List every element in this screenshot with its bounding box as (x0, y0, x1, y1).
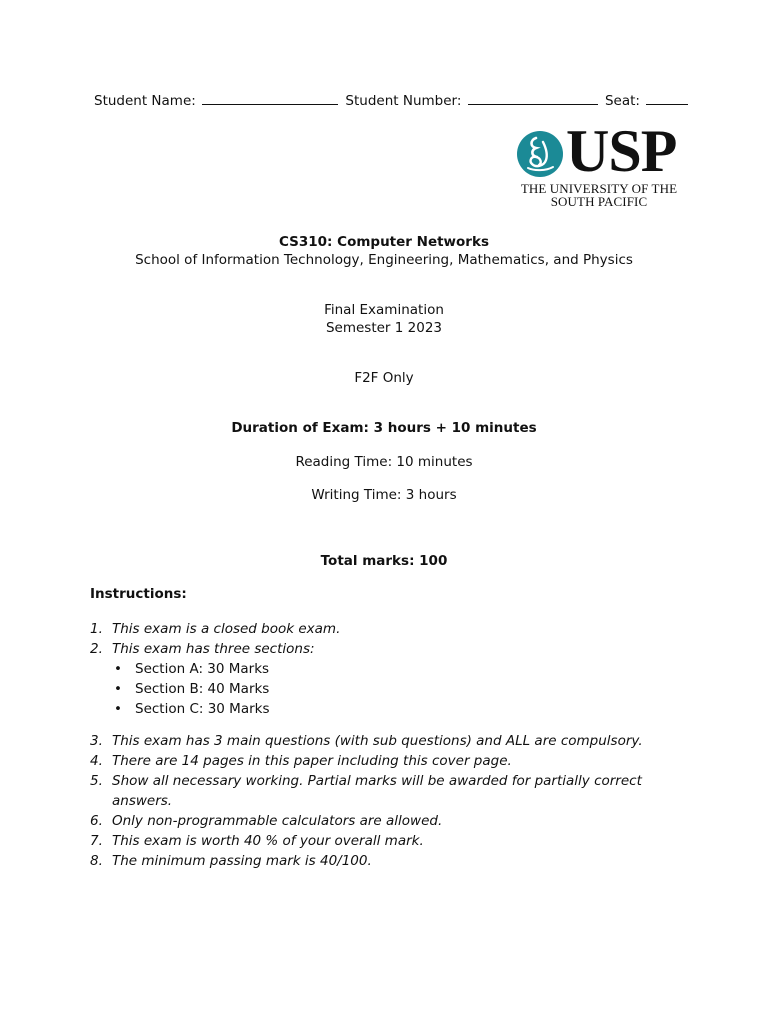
section-item: • Section B: 40 Marks (114, 681, 270, 697)
student-number-blank (468, 92, 598, 105)
exam-duration: Duration of Exam: 3 hours + 10 minutes (231, 420, 537, 436)
usp-emblem-icon (516, 130, 564, 178)
student-details-line (94, 92, 691, 109)
school-name: School of Information Technology, Engineering, Mathematics, and Physics (135, 252, 633, 268)
usp-wordmark: USP (566, 118, 677, 184)
section-item: • Section C: 30 Marks (114, 701, 270, 717)
student-name-blank (202, 92, 338, 105)
course-title: CS310: Computer Networks (279, 234, 489, 250)
usp-logo (514, 118, 686, 212)
exam-type: Final Examination (324, 302, 444, 318)
writing-time: Writing Time: 3 hours (311, 487, 457, 503)
instruction-item: 7. This exam is worth 40 % of your overall mark. (90, 833, 424, 849)
section-item: • Section A: 30 Marks (114, 661, 270, 677)
logo-region-line: SOUTH PACIFIC (550, 194, 648, 209)
reading-time: Reading Time: 10 minutes (295, 454, 473, 470)
exam-semester: Semester 1 2023 (325, 320, 443, 336)
exam-mode: F2F Only (354, 370, 414, 386)
instructions-list-a (90, 619, 340, 719)
instruction-item: 3. This exam has 3 main questions (with sub questions) and ALL are compulsory. (90, 733, 643, 749)
seat-label: Seat: (604, 93, 640, 109)
instruction-item: 1. This exam is a closed book exam. (90, 621, 341, 637)
sections-list (112, 659, 340, 719)
instructions-list-b (90, 731, 650, 871)
instruction-item: 4. There are 14 pages in this paper including this cover page. (90, 753, 512, 769)
student-name-label: Student Name: (94, 93, 196, 109)
instruction-item: 8. The minimum passing mark is 40/100. (90, 853, 372, 869)
seat-blank (646, 92, 688, 105)
instruction-item: 6. Only non-programmable calculators are allowed. (90, 813, 443, 829)
student-number-label: Student Number: (345, 93, 462, 109)
instructions-title: Instructions: (90, 586, 187, 602)
instruction-item: 5. Show all necessary working. Partial marks will be awarded for partially correct answers. (90, 773, 642, 809)
instruction-item: 2. This exam has three sections: • Section A: 30 Marks • Section B: 40 Marks • Section C: 30 Marks (90, 639, 340, 719)
logo-university-line: THE UNIVERSITY OF THE (520, 181, 678, 196)
total-marks: Total marks: 100 (320, 553, 448, 569)
